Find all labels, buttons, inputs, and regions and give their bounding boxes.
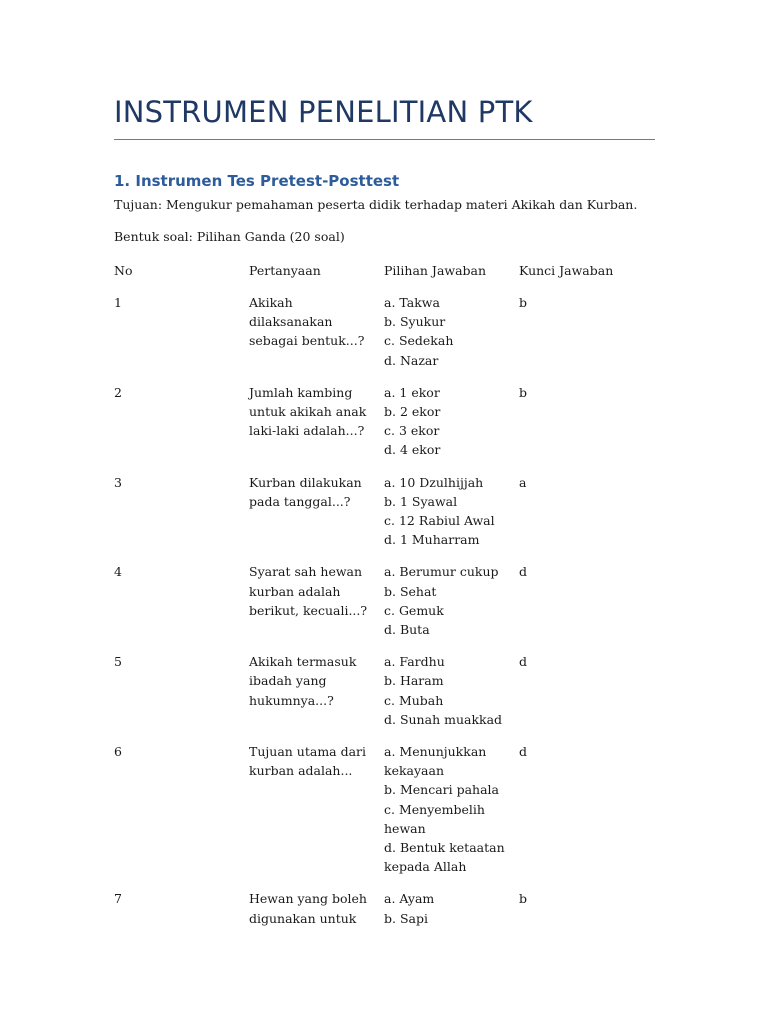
- answer-key-cell: [519, 889, 655, 940]
- question-line: digunakan untuk: [249, 910, 357, 926]
- question-table: [114, 261, 655, 941]
- row-number: [114, 889, 249, 940]
- question-line: dilaksanakan: [249, 314, 333, 330]
- option-line: d. Bentuk ketaatan: [384, 840, 505, 855]
- section-heading: 1. Instrumen Tes Pretest-Posttest: [114, 172, 400, 190]
- row-number: [114, 473, 249, 563]
- question-line: Akikah termasuk: [249, 654, 357, 670]
- question-line: kurban adalah...: [249, 763, 353, 779]
- option-line: c. 12 Rabiul Awal: [384, 513, 495, 528]
- row-number: [114, 293, 249, 383]
- option-line: a. 10 Dzulhijjah: [384, 474, 484, 490]
- purpose-text: Tujuan: Mengukur pemahaman peserta didik terhadap materi Akikah dan Kurban.: [114, 197, 638, 212]
- question-cell: [249, 383, 384, 473]
- answer-key-cell: [519, 473, 655, 563]
- options-cell: [384, 562, 519, 652]
- question-line: Jumlah kambing: [249, 384, 353, 400]
- options-cell: [384, 383, 519, 473]
- table-row: [114, 473, 655, 563]
- question-cell: [249, 652, 384, 742]
- answer-key-text: b: [519, 295, 528, 310]
- option-line: b. Sapi: [384, 910, 428, 926]
- option-line: c. Sedekah: [384, 333, 454, 349]
- table-row: [114, 742, 655, 889]
- option-line: c. Menyembelih: [384, 801, 485, 817]
- question-line: untuk akikah anak: [249, 404, 367, 419]
- answer-key-text: d: [519, 654, 528, 670]
- table-row: [114, 652, 655, 742]
- row-number-text: 3: [114, 474, 122, 490]
- question-format-text: Bentuk soal: Pilihan Ganda (20 soal): [114, 229, 345, 244]
- answer-key-text: d: [519, 564, 528, 580]
- option-line: c. Mubah: [384, 692, 444, 708]
- option-line: d. Buta: [384, 622, 430, 637]
- option-line: d. 4 ekor: [384, 442, 441, 458]
- option-line: d. Nazar: [384, 352, 439, 368]
- option-line: b. Sehat: [384, 583, 437, 599]
- question-cell: [249, 473, 384, 563]
- table-body: [114, 293, 655, 941]
- row-number-text: 5: [114, 654, 122, 670]
- option-line: b. Haram: [384, 673, 444, 689]
- question-line: pada tanggal...?: [249, 493, 351, 509]
- table-header-row: [114, 261, 655, 293]
- question-line: laki-laki adalah...?: [249, 423, 365, 439]
- answer-key-cell: [519, 742, 655, 889]
- option-line: a. Fardhu: [384, 654, 445, 670]
- question-line: Hewan yang boleh: [249, 891, 367, 907]
- question-cell: [249, 889, 384, 940]
- options-cell: [384, 473, 519, 563]
- answer-key-cell: [519, 652, 655, 742]
- question-line: ibadah yang: [249, 673, 327, 689]
- option-line: a. 1 ekor: [384, 384, 440, 400]
- option-line: a. Berumur cukup: [384, 564, 499, 580]
- question-line: Kurban dilakukan: [249, 474, 362, 490]
- row-number: [114, 742, 249, 889]
- table-row: [114, 293, 655, 383]
- question-cell: [249, 562, 384, 652]
- row-number-text: 4: [114, 564, 122, 580]
- option-line: hewan: [384, 820, 426, 836]
- question-cell: [249, 742, 384, 889]
- row-number-text: 7: [114, 891, 122, 907]
- option-line: kekayaan: [384, 763, 445, 779]
- question-cell: [249, 293, 384, 383]
- options-cell: [384, 293, 519, 383]
- row-number: [114, 652, 249, 742]
- question-line: hukumnya...?: [249, 692, 334, 708]
- options-cell: [384, 742, 519, 889]
- row-number-text: 6: [114, 743, 122, 759]
- option-line: a. Ayam: [384, 891, 435, 907]
- option-line: kepada Allah: [384, 859, 467, 875]
- option-line: a. Menunjukkan: [384, 743, 487, 759]
- option-line: d. Sunah muakkad: [384, 711, 503, 727]
- header-options: Pilihan Jawaban: [384, 263, 487, 278]
- answer-key-cell: [519, 383, 655, 473]
- header-question: Pertanyaan: [249, 263, 321, 278]
- row-number: [114, 383, 249, 473]
- question-line: Akikah: [249, 295, 293, 310]
- row-number-text: 2: [114, 384, 122, 400]
- option-line: a. Takwa: [384, 295, 440, 310]
- row-number: [114, 562, 249, 652]
- question-line: Syarat sah hewan: [249, 564, 363, 580]
- answer-key-text: d: [519, 743, 528, 759]
- answer-key-text: b: [519, 384, 528, 400]
- header-answer-key: Kunci Jawaban: [519, 263, 614, 278]
- options-cell: [384, 889, 519, 940]
- answer-key-cell: [519, 293, 655, 383]
- question-line: Tujuan utama dari: [249, 743, 367, 759]
- option-line: d. 1 Muharram: [384, 532, 480, 548]
- question-line: kurban adalah: [249, 583, 341, 599]
- title-underline: [114, 139, 655, 140]
- option-line: c. 3 ekor: [384, 423, 440, 439]
- table-row: [114, 562, 655, 652]
- header-no: No: [114, 263, 133, 278]
- option-line: b. 2 ekor: [384, 404, 441, 419]
- answer-key-text: a: [519, 474, 527, 490]
- option-line: b. Mencari pahala: [384, 782, 500, 798]
- document-title: INSTRUMEN PENELITIAN PTK: [114, 95, 533, 129]
- table-row: [114, 889, 655, 940]
- question-line: berikut, kecuali...?: [249, 602, 368, 618]
- option-line: b. Syukur: [384, 314, 446, 330]
- options-cell: [384, 652, 519, 742]
- question-line: sebagai bentuk...?: [249, 333, 365, 349]
- row-number-text: 1: [114, 295, 122, 310]
- answer-key-text: b: [519, 891, 528, 907]
- answer-key-cell: [519, 562, 655, 652]
- option-line: c. Gemuk: [384, 602, 444, 618]
- table-row: [114, 383, 655, 473]
- option-line: b. 1 Syawal: [384, 493, 458, 509]
